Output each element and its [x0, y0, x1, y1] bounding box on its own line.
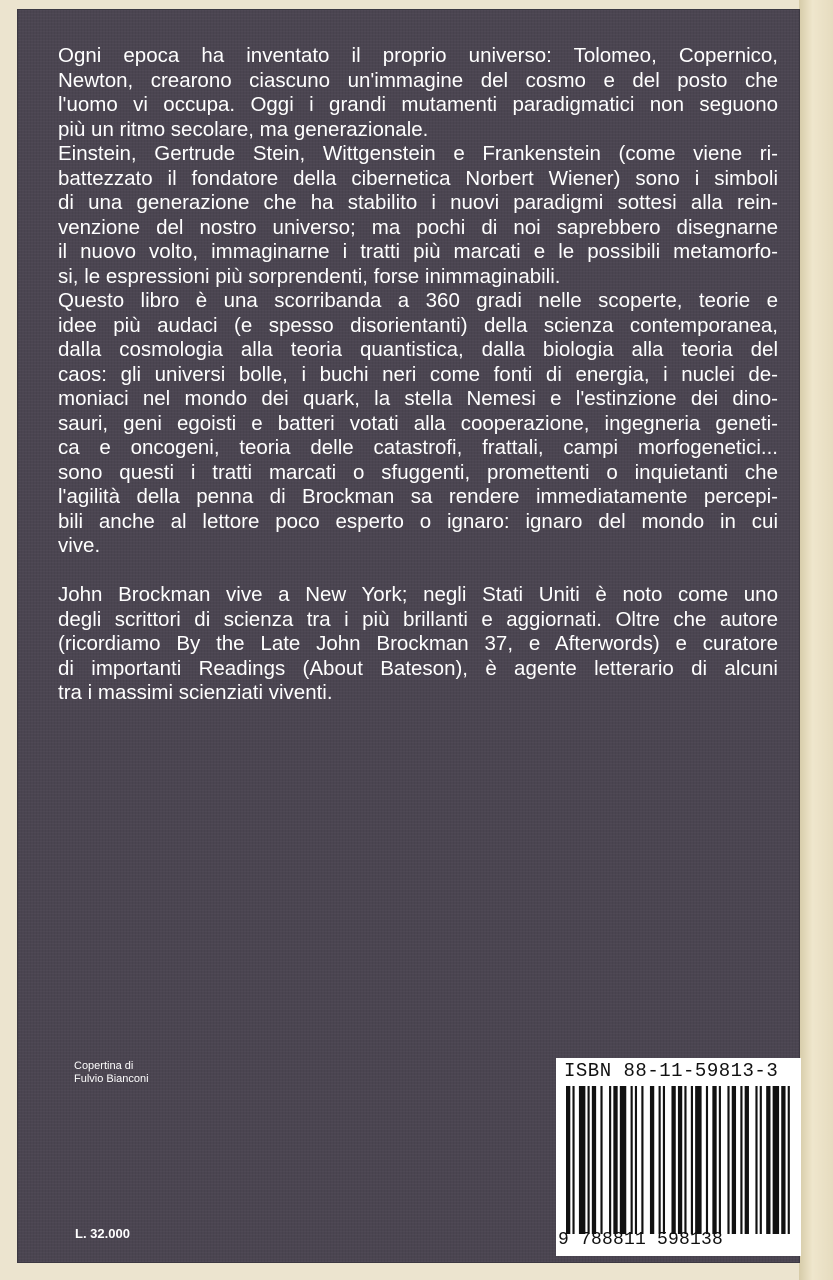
paragraph-gap — [58, 559, 778, 584]
barcode-bar — [650, 1086, 654, 1234]
paragraph-1 — [58, 44, 778, 142]
barcode-bar — [773, 1086, 779, 1234]
text-line: idee più audaci (e spesso disorientanti) della scienza contemporanea, — [58, 313, 778, 337]
barcode-bar — [781, 1086, 785, 1234]
barcode-bar — [766, 1086, 770, 1234]
text-line: sono questi i tratti marcati o sfuggenti, promettenti o inquietanti che — [58, 460, 778, 484]
text-line: di importanti Readings (About Bateson), è agente letterario di alcuni — [58, 656, 778, 680]
isbn-text: ISBN 88-11-59813-3 — [564, 1060, 779, 1082]
text-line: (ricordiamo By the Late John Brockman 37, e Afterwords) e curatore — [58, 632, 778, 655]
text-line: più un ritmo secolare, ma generazionale. — [58, 117, 429, 141]
barcode-icon — [566, 1086, 792, 1234]
text-line: di una generazione che ha stabilito i nuovi paradigmi sottesi alla rein- — [58, 191, 778, 214]
text-line: Einstein, Gertrude Stein, Wittgenstein e Frankenstein (come viene ri- — [58, 142, 778, 165]
barcode-bar — [755, 1086, 757, 1234]
text-line: dalla cosmologia alla teoria quantistica, dalla biologia alla teoria del — [58, 338, 778, 361]
text-line: Questo libro è una scorribanda a 360 gradi nelle scoperte, teorie e — [58, 289, 778, 312]
barcode-bar — [691, 1086, 693, 1234]
blurb-text — [58, 44, 778, 706]
barcode-bar — [684, 1086, 686, 1234]
barcode-bar — [572, 1086, 574, 1234]
barcode-bar — [566, 1086, 570, 1234]
barcode-bar — [613, 1086, 617, 1234]
barcode-bar — [631, 1086, 633, 1234]
text-line: si, le espressioni più sorprendenti, forse inimmaginabili. — [58, 264, 561, 288]
barcode-bar — [641, 1086, 643, 1234]
paragraph-2 — [58, 142, 778, 289]
text-line: John Brockman vive a New York; negli Stati Uniti è noto come uno — [58, 583, 778, 606]
ean-number: 9 788811 598138 — [558, 1230, 724, 1250]
cover-credit-name: Fulvio Bianconi — [74, 1073, 149, 1085]
price-label: L. 32.000 — [75, 1226, 130, 1241]
text-line: battezzato il fondatore della cibernetica Norbert Wiener) sono i simboli — [58, 166, 778, 190]
text-line: moniaci nel mondo dei quark, la stella Nemesi e l'estinzione dei dino- — [58, 387, 778, 410]
text-line: venzione del nostro universo; ma pochi di noi saprebbero disegnarne — [58, 215, 778, 239]
paragraph-3 — [58, 289, 778, 559]
back-cover — [18, 10, 799, 1262]
barcode-bar — [671, 1086, 675, 1234]
text-line: ca e oncogeni, teoria delle catastrofi, frattali, campi morfogenetici... — [58, 436, 778, 459]
barcode-bar — [732, 1086, 736, 1234]
text-line: l'uomo vi occupa. Oggi i grandi mutamenti paradigmatici non seguono — [58, 93, 778, 116]
text-line: il nuovo volto, immaginarne i tratti più marcati e le possibili metamorfo- — [58, 240, 778, 263]
barcode-bar — [588, 1086, 590, 1234]
barcode-bar — [659, 1086, 661, 1234]
barcode-bar — [740, 1086, 742, 1234]
barcode-bar — [600, 1086, 602, 1234]
text-line: tra i massimi scienziati viventi. — [58, 681, 333, 704]
barcode-bar — [760, 1086, 762, 1234]
text-line: Ogni epoca ha inventato il proprio universo: Tolomeo, Copernico, — [58, 44, 778, 67]
barcode-bar — [788, 1086, 790, 1234]
page-edge — [799, 0, 833, 1280]
text-line: caos: gli universi bolle, i buchi neri come fonti di energia, i nuclei de- — [58, 362, 778, 386]
barcode-bar — [635, 1086, 637, 1234]
barcode-bar — [706, 1086, 708, 1234]
cover-credit-line: Copertina di — [74, 1060, 134, 1072]
cover-credit — [74, 1060, 149, 1086]
text-line: vive. — [58, 534, 101, 557]
text-line: degli scrittori di scienza tra i più brillanti e aggiornati. Oltre che autore — [58, 607, 778, 631]
barcode-bar — [745, 1086, 749, 1234]
text-line: Newton, crearono ciascuno un'immagine del cosmo e del posto che — [58, 68, 778, 92]
text-line: bili anche al lettore poco esperto o ignaro: ignaro del mondo in cui — [58, 509, 778, 533]
barcode-bar — [663, 1086, 665, 1234]
barcode-label — [556, 1058, 801, 1256]
barcode-bar — [620, 1086, 626, 1234]
barcode-bar — [609, 1086, 611, 1234]
barcode-bar — [719, 1086, 721, 1234]
barcode-bar — [727, 1086, 729, 1234]
text-line: sauri, geni egoisti e batteri votati alla cooperazione, ingegneria geneti- — [58, 411, 778, 435]
barcode-bar — [592, 1086, 596, 1234]
paragraph-4-author-bio — [58, 583, 778, 706]
barcode-bar — [695, 1086, 701, 1234]
barcode-bar — [678, 1086, 682, 1234]
text-line: l'agilità della penna di Brockman sa rendere immediatamente percepi- — [58, 485, 778, 508]
barcode-bar — [712, 1086, 716, 1234]
barcode-bar — [579, 1086, 585, 1234]
